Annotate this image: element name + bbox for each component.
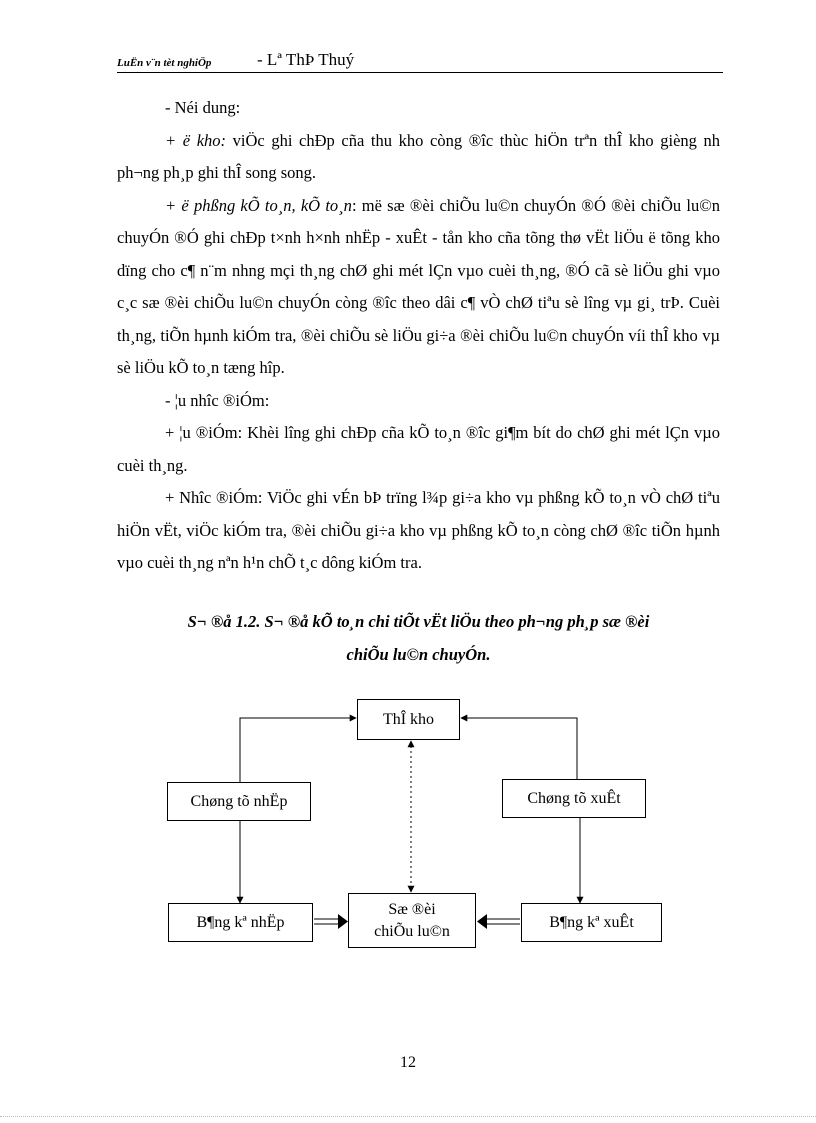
double-arrow-bangke-nhap-to-sodoichieu (314, 914, 348, 929)
accounting-label: + ë phßng kÕ to¸n, kÕ to¸n (165, 195, 352, 215)
header-right-text: - Lª ThÞ Thuý (257, 50, 355, 69)
page-number: 12 (400, 1054, 416, 1071)
caption-line-2: chiÕu lu©n chuyÓn. (346, 644, 491, 664)
arrow-xuat-to-thekho (461, 718, 577, 779)
box-the-kho: ThÎ kho (357, 699, 460, 740)
so-doi-chieu-line-1: Sæ ®èi (388, 900, 436, 918)
accounting-text: : më sæ ®èi chiÕu lu©n chuyÓn ®Ó ®èi chiÕu lu©n chuyÓn ®Ó ghi chÐp t×nh h×nh nhËp - xuÊt - tån kho cña tõng thø vËt liÖu ë tõng kho dïng cho c¶ n¨m nhng mçi th¸ng chØ ghi mét lÇn vµo cuèi th¸ng, ®Ó cã sè liÖu ghi vµo c¸c sæ ®èi chiÕu lu©n chuyÓn còng ®îc theo dâi c¶ vÒ chØ tiªu sè lîng vµ gi¸ trÞ. Cuèi th¸ng, tiÕn hµnh kiÓm tra, ®èi chiÕu sè liÖu gi÷a ®èi chiÕu lu©n chuyÓn víi thÎ kho vµ sè liÖu kÕ to¸n tæng hîp. (117, 195, 720, 377)
paragraph-advantages: + ¦u ®iÓm: Khèi lîng ghi chÐp cña kÕ to¸n ®îc gi¶m bít do chØ ghi mét lÇn vµo cuèi th¸ng. (117, 423, 720, 475)
box-bang-ke-nhap: B¶ng kª nhËp (168, 903, 313, 942)
box-chung-tu-nhap: Chøng tõ nhËp (167, 782, 311, 821)
footer-dotted-line (0, 1116, 816, 1117)
header-left-text: LuËn v¨n tèt nghiÖp (117, 57, 212, 69)
warehouse-label: + ë kho: (165, 130, 227, 150)
box-bang-ke-xuat: B¶ng kª xuÊt (521, 903, 662, 942)
double-arrow-bangke-xuat-to-sodoichieu (477, 914, 520, 929)
so-doi-chieu-line-2: chiÕu lu©n (374, 922, 450, 940)
arrow-nhap-to-thekho (240, 718, 356, 782)
box-so-doi-chieu (348, 893, 476, 948)
warehouse-text: viÖc ghi chÐp cña thu kho còng ®îc thùc hiÖn trªn thÎ kho gièng nh ph¬ng ph¸p ghi thÎ song song. (117, 130, 721, 182)
paragraph-pros-cons-heading: - ¦u nhîc ®iÓm: (165, 390, 270, 410)
paragraph-content-heading: - Néi dung: (165, 98, 241, 117)
box-chung-tu-xuat: Chøng tõ xuÊt (502, 779, 646, 818)
paragraph-disadvantages: + Nhîc ®iÓm: ViÖc ghi vÉn bÞ trïng l¾p gi÷a kho vµ phßng kÕ to¸n vÒ chØ tiªu hiÖn vËt, viÖc kiÓm tra, ®èi chiÕu gi÷a kho vµ phßng kÕ to¸n còng chØ ®îc tiÕn hµnh vµo cuèi th¸ng nªn h¹n chÕ t¸c dông kiÓm tra. (117, 488, 720, 572)
caption-line-1: S¬ ®å 1.2. S¬ ®å kÕ to¸n chi tiÕt vËt liÖu theo ph¬ng ph¸p sæ ®èi (187, 612, 650, 631)
